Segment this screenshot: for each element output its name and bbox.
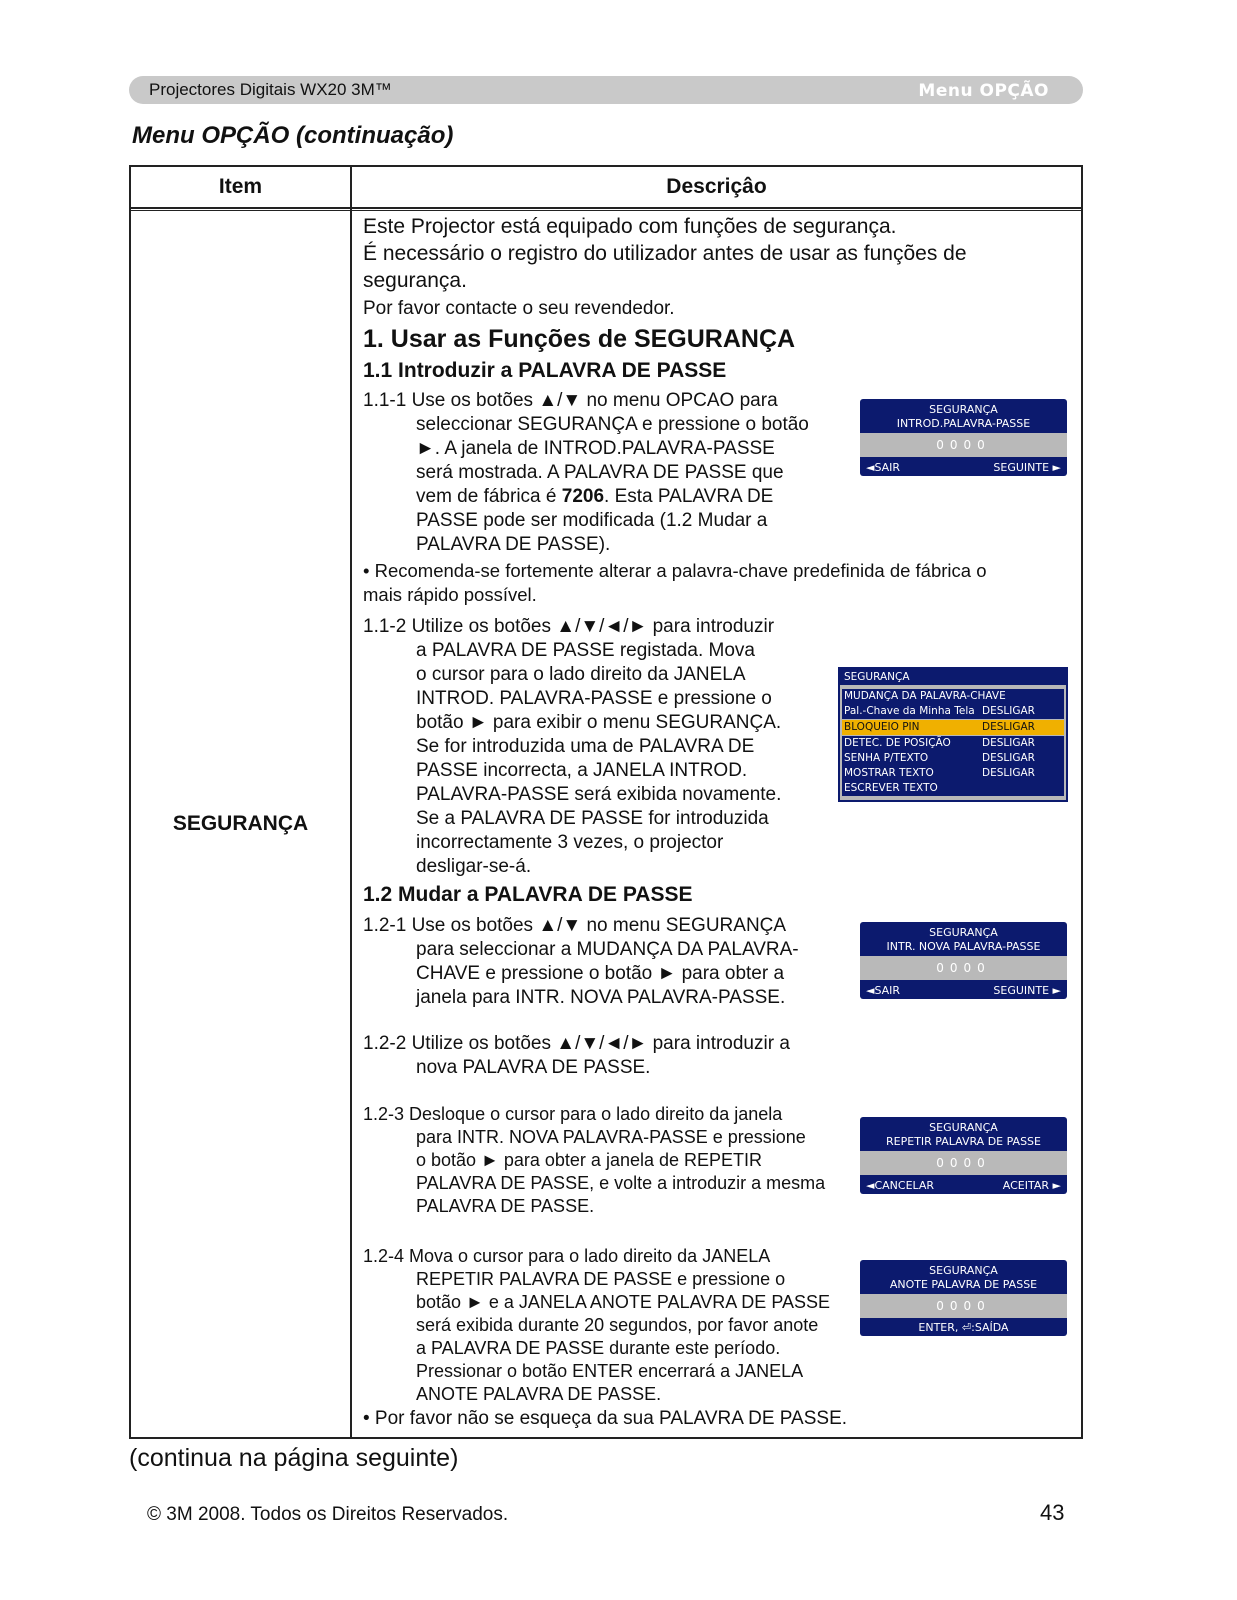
intro-line: Este Projector está equipado com funções de segurança. <box>363 215 897 238</box>
heading-enter-password: 1.1 Introduzir a PALAVRA DE PASSE <box>363 359 727 382</box>
step-line: INTROD. PALAVRA-PASSE e pressione o <box>416 688 772 709</box>
osd-title: SEGURANÇA <box>929 1264 998 1277</box>
intro-contact: Por favor contacte o seu revendedor. <box>363 298 675 319</box>
osd-new-password <box>860 922 1067 999</box>
step-line: seleccionar SEGURANÇA e pressione o botão <box>416 414 809 435</box>
header-bar <box>129 76 1083 104</box>
osd-repeat-password <box>860 1117 1067 1194</box>
recommendation-line: • Recomenda-se fortemente alterar a palavra-chave predefinida de fábrica o <box>363 560 987 581</box>
osd-footer <box>866 984 1061 997</box>
step-line: nova PALAVRA DE PASSE. <box>416 1057 651 1078</box>
page-number: 43 <box>1040 1500 1065 1525</box>
step-line: para seleccionar a MUDANÇA DA PALAVRA- <box>416 939 799 960</box>
step-line: será mostrada. A PALAVRA DE PASSE que <box>416 462 784 483</box>
osd-subtitle: REPETIR PALAVRA DE PASSE <box>886 1135 1041 1148</box>
step-line: PASSE incorrecta, a JANELA INTROD. <box>416 760 748 781</box>
step-line: o botão ► para obter a janela de REPETIR <box>416 1150 763 1170</box>
osd-footer <box>866 1179 1061 1192</box>
heading-change-password: 1.2 Mudar a PALAVRA DE PASSE <box>363 883 693 906</box>
step-line: botão ► e a JANELA ANOTE PALAVRA DE PASSE <box>416 1292 831 1312</box>
intro-line: É necessário o registro do utilizador antes de usar as funções de <box>363 242 967 265</box>
step-line: janela para INTR. NOVA PALAVRA-PASSE. <box>416 987 786 1008</box>
step-line: 1.2-1 Use os botões ▲/▼ no menu SEGURANÇA <box>363 915 787 936</box>
header-description: Descriçâo <box>666 175 767 198</box>
step-line: PALAVRA DE PASSE. <box>416 1196 595 1216</box>
footer-copyright: © 3M 2008. Todos os Direitos Reservados. <box>147 1504 509 1525</box>
osd-menu-row: MOSTRAR TEXTO DESLIGAR <box>842 766 1064 781</box>
step-line: ►. A janela de INTROD.PALAVRA-PASSE <box>416 438 775 459</box>
osd-menu-row: ESCREVER TEXTO <box>842 781 1064 796</box>
heading-use-security: 1. Usar as Funções de SEGURANÇA <box>363 325 796 353</box>
osd-code: 0000 <box>860 433 1067 457</box>
step-line: desligar-se-á. <box>416 856 532 877</box>
osd-menu-row: Pal.-Chave da Minha Tela DESLIGAR <box>842 704 1064 719</box>
osd-title: SEGURANÇA <box>929 1121 998 1134</box>
table-header-row <box>131 167 1081 209</box>
step-line: CHAVE e pressione o botão ► para obter a <box>416 963 785 984</box>
osd-footer: ENTER, ⏎:SAÍDA <box>918 1321 1009 1334</box>
item-label: SEGURANÇA <box>172 812 309 835</box>
osd-menu-row-selected: BLOQUEIO PIN DESLIGAR <box>842 720 1064 735</box>
recommendation-line: mais rápido possível. <box>363 584 537 605</box>
intro-line: segurança. <box>363 269 467 292</box>
osd-title: SEGURANÇA <box>929 403 998 416</box>
reminder-line: • Por favor não se esqueça da sua PALAVRA DE PASSE. <box>363 1408 848 1429</box>
osd-subtitle: ANOTE PALAVRA DE PASSE <box>889 1278 1038 1291</box>
osd-enter-password <box>860 399 1067 476</box>
step-line: para INTR. NOVA PALAVRA-PASSE e pressione <box>416 1127 806 1147</box>
osd-subtitle: INTR. NOVA PALAVRA-PASSE <box>886 940 1041 953</box>
step-line: PALAVRA-PASSE será exibida novamente. <box>416 784 782 805</box>
step-line: Se for introduzida uma de PALAVRA DE <box>416 736 755 757</box>
header-section-name: Menu OPÇÃO <box>918 81 1049 101</box>
column-divider <box>350 209 352 1437</box>
osd-right: SEGUINTE ► <box>993 984 1061 997</box>
item-cell <box>131 211 350 1437</box>
step-line: PASSE pode ser modificada (1.2 Mudar a <box>416 510 768 531</box>
menu-table <box>129 165 1083 1439</box>
step-line: 1.2-2 Utilize os botões ▲/▼/◄/► para introduzir a <box>363 1033 790 1054</box>
step-line: REPETIR PALAVRA DE PASSE e pressione o <box>416 1269 786 1289</box>
osd-left: ◄CANCELAR <box>866 1179 935 1192</box>
step-line: o cursor para o lado direito da JANELA <box>416 664 746 685</box>
step-line: a PALAVRA DE PASSE durante este período. <box>416 1338 781 1358</box>
header-item: Item <box>131 167 352 207</box>
osd-right: SEGUINTE ► <box>993 461 1061 474</box>
step-line: vem de fábrica é 7206. Esta PALAVRA DE <box>416 486 774 507</box>
page-title: Menu OPÇÃO (continuação) <box>132 122 454 149</box>
step-line: ANOTE PALAVRA DE PASSE. <box>416 1384 662 1404</box>
step-line: Se a PALAVRA DE PASSE for introduzida <box>416 808 769 829</box>
step-line: será exibida durante 20 segundos, por favor anote <box>416 1315 819 1335</box>
osd-note-password <box>860 1260 1067 1336</box>
osd-menu-row: DETEC. DE POSIÇÃO DESLIGAR <box>842 736 1064 751</box>
default-password: 7206 <box>561 486 605 507</box>
step-line: a PALAVRA DE PASSE registada. Mova <box>416 640 755 661</box>
continuation-note: (continua na página seguinte) <box>129 1444 459 1472</box>
osd-left: ◄SAIR <box>866 461 901 474</box>
step-line: 1.1-1 Use os botões ▲/▼ no menu OPCAO para <box>363 390 778 411</box>
step-line: PALAVRA DE PASSE). <box>416 534 611 555</box>
step-line: 1.2-3 Desloque o cursor para o lado direito da janela <box>363 1104 783 1124</box>
step-line: incorrectamente 3 vezes, o projector <box>416 832 724 853</box>
osd-subtitle: INTROD.PALAVRA-PASSE <box>896 417 1031 430</box>
osd-footer <box>866 461 1061 474</box>
step-line: Pressionar o botão ENTER encerrará a JANELA <box>416 1361 804 1381</box>
osd-code: 0000 <box>860 956 1067 980</box>
step-line: 1.2-4 Mova o cursor para o lado direito da JANELA <box>363 1246 771 1266</box>
osd-menu-row: MUDANÇA DA PALAVRA-CHAVE <box>842 689 1064 704</box>
osd-code: 0000 <box>860 1294 1067 1318</box>
step-line: botão ► para exibir o menu SEGURANÇA. <box>416 712 782 733</box>
osd-menu-row: SENHA P/TEXTO DESLIGAR <box>842 751 1064 766</box>
step-line: PALAVRA DE PASSE, e volte a introduzir a mesma <box>416 1173 826 1193</box>
osd-title: SEGURANÇA <box>929 926 998 939</box>
header-product-name: Projectores Digitais WX20 3M™ <box>149 80 392 99</box>
osd-right: ACEITAR ► <box>1002 1179 1061 1192</box>
osd-code: 0000 <box>860 1151 1067 1175</box>
osd-menu-title: SEGURANÇA <box>840 669 1066 685</box>
osd-left: ◄SAIR <box>866 984 901 997</box>
step-line: 1.1-2 Utilize os botões ▲/▼/◄/► para introduzir <box>363 616 775 637</box>
osd-security-menu <box>838 667 1068 802</box>
